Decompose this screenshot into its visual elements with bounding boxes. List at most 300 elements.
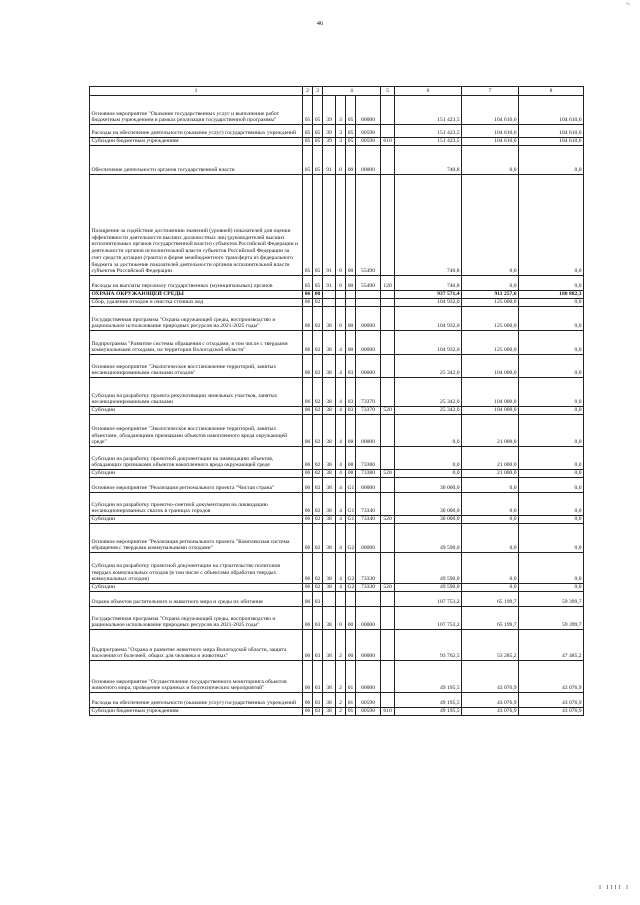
amount-year-3: 0,0 [519,355,584,378]
table-row [90,661,584,693]
amount-year-2: 0,0 [462,553,519,584]
measure-code: 00 [346,331,356,355]
amount-year-2: 125 000,0 [462,307,519,331]
table-row [90,584,584,592]
direction-code: 73370 [356,378,381,407]
amount-year-3: 0,0 [519,407,584,415]
measure-code [346,592,356,607]
direction-code: 00000 [356,355,381,378]
expense-type-code: 610 [381,708,395,716]
subprogram-code: 0 [336,307,346,331]
section-code: 06 [303,307,313,331]
subprogram-code [336,291,346,299]
section-code: 06 [303,493,313,516]
amount-year-1: 25 342,0 [395,355,462,378]
subprogram-code: 3 [336,125,346,138]
subprogram-code: 4 [336,355,346,378]
subsection-code: 03 [313,592,323,607]
section-code: 05 [303,138,313,146]
amount-year-1: 49 195,5 [395,708,462,716]
measure-code: 03 [346,355,356,378]
amount-year-3: 0,0 [519,299,584,307]
item-name: Субсидии бюджетным учреждениям [90,138,303,146]
column-header: 7 [462,87,519,96]
item-name: Субсидии на разработку проекта рекультивации земельных участков, занятых несанкционированными свалками [90,378,303,407]
expense-type-code [381,493,395,516]
amount-year-1: 30 000,0 [395,493,462,516]
section-code: 06 [303,447,313,470]
subprogram-code: 0 [336,607,346,630]
table-header-row [90,87,584,96]
amount-year-2: 0,0 [462,516,519,524]
amount-year-1: 151 423,5 [395,138,462,146]
item-name: Субсидии [90,584,303,592]
expense-type-code [381,693,395,708]
amount-year-3: 0,0 [519,524,584,553]
direction-code: 73370 [356,407,381,415]
section-code: 06 [303,630,313,661]
measure-code: G2 [346,524,356,553]
subprogram-code: 4 [336,516,346,524]
subsection-code: 05 [313,175,323,276]
direction-code: 00590 [356,138,381,146]
section-code: 06 [303,331,313,355]
direction-code: 73330 [356,553,381,584]
item-name: Основное мероприятие "Реализация регионального проекта "Комплексная система обращения с твердыми коммунальными отходами" [90,524,303,553]
table-body [90,96,584,716]
amount-year-3: 0,0 [519,516,584,524]
expense-type-code [381,378,395,407]
table-row [90,592,584,607]
direction-code: 73340 [356,493,381,516]
item-name: Подпрограмма "Развитие системы обращения с отходами, в том числе с твердыми коммунальными отходами, на территории Вологодской области" [90,331,303,355]
item-name: Расходы на выплаты персоналу государственных (муниципальных) органов [90,276,303,291]
expense-type-code [381,307,395,331]
subsection-code: 02 [313,516,323,524]
amount-year-2: 0,0 [462,175,519,276]
table-row [90,125,584,138]
table-row [90,415,584,447]
subsection-code: 00 [313,291,323,299]
expense-type-code [381,146,395,175]
direction-code [356,299,381,307]
item-name: Подпрограмма "Охрана и развитие животного мира Вологодской области, защита населения от болезней, общих для человека и животных" [90,630,303,661]
table-row [90,524,584,553]
amount-year-3: 43 076,9 [519,708,584,716]
section-code: 06 [303,607,313,630]
item-name: Основное мероприятие "Осуществление государственного мониторинга объектов животного мира, проведение охранных и биотехнических мероприятий" [90,661,303,693]
subprogram-code: 4 [336,407,346,415]
expense-type-code [381,175,395,276]
measure-code: 03 [346,407,356,415]
amount-year-2: 0,0 [462,524,519,553]
subsection-code: 02 [313,447,323,470]
amount-year-3: 0,0 [519,478,584,493]
item-name: Государственная программа "Охрана окружающей среды, воспроизводство и рациональное использование природных ресурсов на 2021-2025 годы" [90,607,303,630]
amount-year-1: 49 590,0 [395,524,462,553]
table-row [90,96,584,125]
measure-code: G2 [347,584,355,591]
direction-code: 00000 [356,524,381,553]
subsection-code: 03 [313,708,323,716]
corner-mark: ч. [626,2,630,7]
item-name: Основное мероприятие "Оказание государственных услуг и выполнение работ бюджетным учреждением в рамках реализации государственной программы" [90,96,303,125]
program-code: 38 [323,447,336,470]
item-name: Субсидии на разработку проектной документации на строительство полигонов твердых коммунальных отходов (в том числе с объектами обработки твердых коммунальных отходов) [90,553,303,584]
program-code: 38 [323,516,336,524]
amount-year-2: 65 199,7 [462,607,519,630]
subprogram-code: 4 [336,478,346,493]
measure-code: 05 [346,96,356,125]
expense-type-code [381,661,395,693]
section-code: 05 [303,146,313,175]
subprogram-code: 4 [336,524,346,553]
section-code: 06 [303,693,313,708]
amount-year-3: 104 610,6 [519,138,584,146]
expense-type-code: 610 [381,138,395,146]
page-number: 46 [316,20,324,27]
measure-code: 01 [346,708,356,716]
item-name: Государственная программа "Охрана окружающей среды, воспроизводство и рациональное использование природных ресурсов на 2021-2025 годы" [90,307,303,331]
amount-year-1: 49 195,5 [395,693,462,708]
expense-type-code: 120 [381,276,395,291]
expense-type-code [381,331,395,355]
expense-type-code [381,299,395,307]
subprogram-code: 4 [336,331,346,355]
section-code: 06 [303,661,313,693]
direction-code: 55490 [356,276,381,291]
measure-code: 01 [346,693,356,708]
table-row [90,291,584,299]
amount-year-3: 59 399,7 [519,592,584,607]
amount-year-2: 104 610,6 [462,96,519,125]
expense-type-code: 520 [381,470,395,478]
subsection-code: 02 [313,553,323,584]
item-name: Обеспечение деятельности органов государственной власти [90,146,303,175]
program-code: 38 [323,307,336,331]
subsection-code: 05 [313,146,323,175]
amount-year-3: 104 610,6 [519,125,584,138]
column-header: 2 [303,87,313,96]
amount-year-2: 0,0 [462,146,519,175]
expense-type-code [381,607,395,630]
subprogram-code: 2 [336,708,346,716]
amount-year-2: 21 000,0 [462,415,519,447]
subsection-code: 05 [313,138,323,146]
subprogram-code: 2 [336,693,346,708]
direction-code: 00590 [356,693,381,708]
section-code: 06 [303,524,313,553]
measure-code: 01 [346,661,356,693]
expense-type-code [381,478,395,493]
table-row [90,175,584,276]
program-code: 38 [323,524,336,553]
program-code: 39 [323,96,336,125]
subprogram-code: 4 [336,553,346,584]
amount-year-1: 25 342,0 [395,378,462,407]
section-code: 05 [303,276,313,291]
expense-type-code [381,524,395,553]
subsection-code: 02 [313,470,323,478]
amount-year-3: 59 399,7 [519,607,584,630]
direction-code: 00000 [356,630,381,661]
table-row [90,378,584,407]
expense-type-code: 520 [381,584,395,592]
amount-year-3: 0,0 [519,415,584,447]
amount-year-2: 0,0 [462,493,519,516]
program-code: 91 [323,146,336,175]
section-code: 06 [303,478,313,493]
section-code: 06 [303,355,313,378]
amount-year-3: 104 610,6 [519,96,584,125]
amount-year-1: 49 590,0 [395,553,462,584]
program-code [323,291,336,299]
subsection-code: 05 [313,125,323,138]
section-code: 06 [303,470,313,478]
amount-year-1: 0,0 [395,447,462,470]
amount-year-1: 49 195,5 [395,661,462,693]
amount-year-1: 30 000,0 [395,516,462,524]
section-code: 06 [303,407,313,415]
measure-code: 03 [346,378,356,407]
amount-year-2: 911 257,6 [462,291,519,299]
measure-code: G1 [346,478,356,493]
direction-code: 00000 [356,146,381,175]
amount-year-1: 30 000,0 [395,478,462,493]
item-name: Поощрение за содействие достижению значений (уровней) показателей для оценки эффективности деятельности высших должностных лиц (руководителей высших исполнительных органов государственной власти) субъектов Российской Федерации и деятельности органов исполнительной власти субъектов Российской Федерации за счет средств дотации (гранта) в форме межбюджетного трансферта из федерального бюджета за достижение показателей деятельности органов исполнительной власти субъектов Российской Федерации [90,175,303,276]
subprogram-code: 4 [336,447,346,470]
table-row [90,708,584,716]
amount-year-3: 0,0 [519,378,584,407]
subprogram-code: 3 [336,138,346,146]
item-name: Основное мероприятие "Экологическое восстановление территорий, занятых несанкционированными свалками отходов" [90,355,303,378]
table-row [90,447,584,470]
item-name: Основное мероприятие "Реализация регионального проекта "Чистая страна" [90,478,303,493]
expense-type-code [381,291,395,299]
column-header: 3 [313,87,323,96]
subsection-code: 02 [313,407,323,415]
amount-year-3: 0,0 [519,307,584,331]
item-name: Субсидии [90,407,303,415]
column-header: 4 [323,87,381,96]
item-name: Охрана объектов растительного и животного мира и среды их обитания [90,592,303,607]
section-code: 06 [303,299,313,307]
measure-code: G1 [347,516,355,523]
amount-year-3: 0,0 [519,493,584,516]
program-code: 91 [323,175,336,276]
item-name: Сбор, удаление отходов и очистка сточных вод [90,299,303,307]
amount-year-1: 937 571,4 [395,291,462,299]
expense-type-code: 520 [381,516,395,524]
table-row [90,553,584,584]
program-code: 38 [323,407,336,415]
direction-code: 00000 [356,415,381,447]
amount-year-3: 0,0 [519,447,584,470]
amount-year-2: 104 610,6 [462,125,519,138]
subprogram-code: 4 [336,378,346,407]
subsection-code: 02 [313,331,323,355]
amount-year-2: 53 285,2 [462,630,519,661]
amount-year-2: 125 000,0 [462,331,519,355]
subsection-code: 03 [313,607,323,630]
section-code: 05 [303,175,313,276]
subsection-code: 02 [313,378,323,407]
amount-year-3: 43 076,9 [519,693,584,708]
measure-code: 00 [346,276,356,291]
subsection-code: 02 [313,299,323,307]
item-name: Субсидии [90,470,303,478]
section-code: 06 [303,592,313,607]
program-code: 38 [323,584,336,592]
direction-code: 00000 [356,331,381,355]
subsection-code: 03 [313,693,323,708]
expense-type-code: 520 [381,407,395,415]
subprogram-code: 4 [336,493,346,516]
amount-year-1: 151 423,5 [395,125,462,138]
measure-code: 05 [346,138,356,146]
amount-year-2: 104 000,0 [462,355,519,378]
item-name: Основное мероприятие "Экологическое восстановление территорий, занятых объектами, обладающими признаками объектов накопленного вреда окружающей среде" [90,415,303,447]
budget-table [89,86,584,716]
program-code: 38 [323,355,336,378]
table-row [90,470,584,478]
direction-code: 73380 [356,447,381,470]
amount-year-2: 43 076,9 [462,661,519,693]
amount-year-3: 0,0 [519,276,584,291]
amount-year-2: 21 000,0 [462,447,519,470]
section-code: 05 [303,125,313,138]
subprogram-code: 4 [336,584,346,592]
subsection-code: 02 [313,355,323,378]
subprogram-code: 3 [336,96,346,125]
program-code: 38 [323,553,336,584]
program-code: 38 [323,478,336,493]
amount-year-3: 47 485,2 [519,630,584,661]
expense-type-code [381,355,395,378]
expense-type-code [381,96,395,125]
subprogram-code: 0 [336,276,346,291]
direction-code: 73340 [356,516,381,524]
measure-code: 05 [346,125,356,138]
item-name: Субсидии бюджетным учреждениям [90,708,303,716]
amount-year-3: 0,0 [519,584,584,592]
direction-code: 73380 [356,470,381,478]
amount-year-2: 0,0 [462,584,519,592]
direction-code: 73330 [356,584,381,592]
subprogram-code: 2 [336,630,346,661]
footer-mark: I IIII I [599,885,630,891]
subprogram-code: 0 [336,175,346,276]
table-row [90,138,584,146]
item-name: Субсидии на разработку проектной документации на ликвидацию объектов, обладающих признаками объектов накопленного вреда окружающей среде [90,447,303,470]
direction-code [356,291,381,299]
direction-code: 00590 [356,125,381,138]
program-code: 38 [323,378,336,407]
subprogram-code: 4 [336,470,346,478]
program-code: 38 [323,630,336,661]
table-row [90,407,584,415]
subprogram-code [336,592,346,607]
expense-type-code [381,630,395,661]
table-row [90,693,584,708]
amount-year-1: 25 342,0 [395,407,462,415]
amount-year-1: 0,0 [395,470,462,478]
section-code: 06 [303,378,313,407]
program-code: 38 [323,708,336,716]
section-code: 06 [303,584,313,592]
measure-code: 00 [346,607,356,630]
subsection-code: 02 [313,415,323,447]
column-header: 1 [90,87,303,96]
table-row [90,331,584,355]
item-name: ОХРАНА ОКРУЖАЮЩЕЙ СРЕДЫ [90,291,303,299]
amount-year-1: 151 423,5 [395,96,462,125]
direction-code: 00000 [356,661,381,693]
amount-year-1: 740,8 [395,175,462,276]
program-code: 91 [323,276,336,291]
amount-year-3: 0,0 [519,553,584,584]
amount-year-1: 49 590,0 [395,584,462,592]
direction-code: 00590 [356,708,381,716]
amount-year-2: 104 610,6 [462,138,519,146]
program-code: 38 [323,415,336,447]
table-row [90,146,584,175]
direction-code: 00000 [356,96,381,125]
column-header: 8 [519,87,584,96]
amount-year-1: 107 753,2 [395,592,462,607]
table-row [90,276,584,291]
amount-year-1: 104 932,0 [395,307,462,331]
section-code: 06 [303,291,313,299]
subprogram-code: 4 [336,415,346,447]
subsection-code: 03 [313,661,323,693]
direction-code: 00000 [356,607,381,630]
subsection-code: 02 [313,478,323,493]
program-code: 38 [323,607,336,630]
section-code: 06 [303,708,313,716]
direction-code: 00000 [356,307,381,331]
subsection-code: 02 [313,493,323,516]
amount-year-1: 740,8 [395,276,462,291]
amount-year-1: 107 753,2 [395,607,462,630]
program-code: 38 [323,331,336,355]
program-code [323,299,336,307]
item-name: Субсидии на разработку проектно-сметной документации на ликвидацию несанкционированных свалок в границах городов [90,493,303,516]
table-row [90,355,584,378]
section-code: 06 [303,415,313,447]
measure-code: 08 [346,470,356,478]
item-name: Расходы на обеспечение деятельности (оказание услуг) государственных учреждений [90,125,303,138]
amount-year-1: 104 932,0 [395,299,462,307]
measure-code: 00 [346,630,356,661]
amount-year-2: 21 000,0 [462,470,519,478]
subsection-code: 05 [313,276,323,291]
subsection-code: 02 [313,524,323,553]
measure-code: 08 [346,447,356,470]
expense-type-code [381,415,395,447]
amount-year-2: 104 000,0 [462,378,519,407]
amount-year-2: 0,0 [462,478,519,493]
amount-year-3: 0,0 [519,470,584,478]
expense-type-code [381,592,395,607]
measure-code [346,299,356,307]
table-row [90,607,584,630]
amount-year-3: 0,0 [519,175,584,276]
program-code: 38 [323,493,336,516]
section-code: 05 [303,96,313,125]
amount-year-2: 0,0 [462,276,519,291]
item-name: Субсидии [90,516,303,524]
